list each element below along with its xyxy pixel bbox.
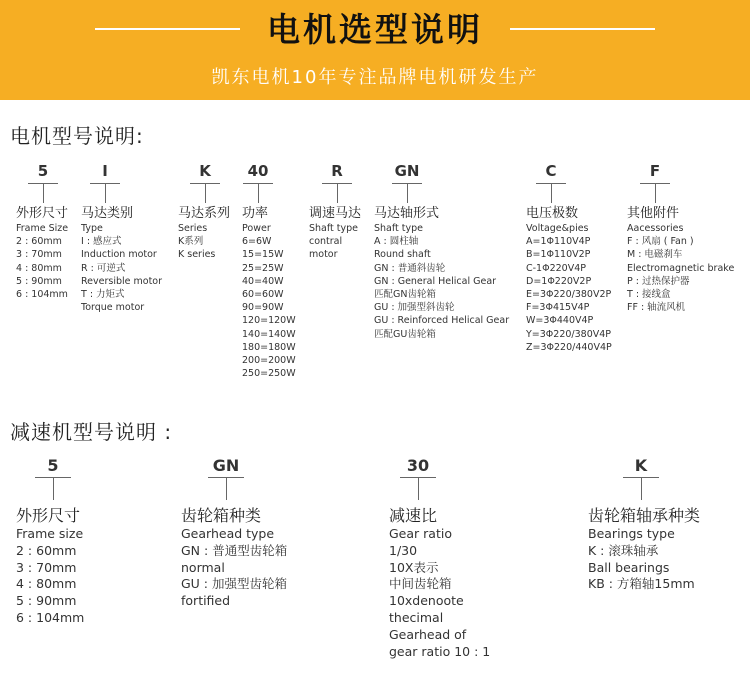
gearbox-column-line: 4 : 80mm [16, 576, 77, 592]
gearbox-column-line: GU : 加强型齿轮箱 [181, 576, 287, 592]
motor-code-3: 40 [247, 162, 269, 180]
motor-column-line: 200=200W [242, 355, 296, 367]
motor-column-line: Z=3Φ220/440V4P [526, 341, 612, 353]
gearbox-column-line: 10X表示 [389, 559, 439, 575]
motor-column-line: R : 可逆式 [81, 262, 126, 274]
motor-column-line: Shaft type [374, 223, 424, 234]
motor-column-line: contral [309, 236, 343, 248]
motor-column-line: K系列 [178, 236, 204, 248]
motor-column-line: Power [242, 223, 271, 234]
motor-column [178, 206, 230, 262]
gearbox-column-title: 齿轮箱轴承种类 [588, 506, 701, 525]
gearbox-code-connector [226, 478, 227, 500]
motor-code-1: I [102, 162, 108, 180]
gearbox-column-line: Frame size [16, 526, 84, 541]
motor-column-line: 90=90W [242, 302, 284, 314]
motor-column-line: 140=140W [242, 328, 296, 340]
gearbox-column-line: 10xdenoote [389, 593, 464, 609]
gearbox-column-line: K : 滚珠轴承 [588, 542, 659, 558]
gearbox-code-2: 30 [406, 456, 430, 475]
gearbox-column-line: Gear ratio [389, 526, 452, 541]
gearbox-code-0: 5 [47, 456, 59, 475]
gearbox-column-line: Gearhead type [181, 526, 275, 541]
motor-column-line: 2 : 60mm [16, 236, 62, 248]
motor-column-title: 马达轴形式 [374, 206, 440, 221]
motor-code-connector [551, 184, 552, 203]
motor-code-2: K [199, 162, 211, 180]
gearbox-column-line: KB : 方箱轴15mm [588, 576, 695, 592]
gearbox-column-line: 6 : 104mm [16, 609, 85, 625]
motor-section-heading: 电机型号说明: [10, 124, 144, 148]
motor-column-line: 6=6W [242, 236, 272, 248]
motor-column-line: 180=180W [242, 341, 296, 353]
motor-column [374, 206, 509, 341]
gearbox-column-line: fortified [181, 593, 231, 609]
gearbox-section-heading: 减速机型号说明 : [10, 420, 173, 444]
motor-column-line: GN : General Helical Gear [374, 275, 497, 287]
motor-column-line: Reversible motor [81, 275, 163, 287]
motor-column-line: Y=3Φ220/380V4P [526, 328, 612, 340]
gearbox-column [181, 506, 287, 610]
motor-column-line: 6 : 104mm [16, 289, 68, 301]
gearbox-code-3: K [634, 456, 648, 475]
motor-code-4: R [331, 162, 343, 180]
motor-column-line: Type [81, 223, 103, 234]
motor-column-line: Voltage&pies [526, 223, 589, 234]
gearbox-code-connector [53, 478, 54, 500]
motor-code-connector [337, 184, 338, 203]
motor-code-connector [205, 184, 206, 203]
motor-column-title: 其他附件 [627, 206, 680, 221]
gearbox-code-connector [418, 478, 419, 500]
motor-column-title: 调速马达 [309, 206, 362, 221]
motor-column-line: 60=60W [242, 289, 284, 301]
gearbox-column-line: thecimal [389, 609, 444, 625]
banner-title: 电机选型说明 [267, 10, 483, 49]
motor-column [526, 206, 612, 354]
gearbox-column-title: 齿轮箱种类 [181, 506, 262, 525]
motor-code-5: GN [394, 162, 420, 180]
motor-column [16, 206, 68, 301]
gearbox-code-1: GN [212, 456, 240, 475]
motor-column [309, 206, 361, 262]
motor-column-line: 匹配GN齿轮箱 [374, 289, 436, 301]
motor-column-line: F=3Φ415V4P [526, 302, 590, 314]
gearbox-column-line: gear ratio 10 : 1 [389, 643, 491, 659]
banner-subtitle: 凯东电机10年专注品牌电机研发生产 [211, 67, 539, 88]
motor-column-line: Electromagnetic brake [627, 262, 735, 274]
gearbox-column-line: 5 : 90mm [16, 593, 77, 609]
motor-column-line: Frame Size [16, 223, 69, 234]
gearbox-column [588, 506, 700, 593]
motor-column-line: 250=250W [242, 368, 296, 380]
motor-column-line: 4 : 80mm [16, 262, 62, 274]
motor-column-line: I : 感应式 [81, 236, 122, 248]
motor-column [242, 206, 296, 380]
motor-column-line: M : 电磁刹车 [627, 249, 683, 261]
motor-code-connector [105, 184, 106, 203]
motor-column-line: Torque motor [81, 302, 145, 314]
banner-right-divider [510, 28, 655, 30]
motor-column-line: 3 : 70mm [16, 249, 62, 261]
motor-column-line: T : 力矩式 [81, 289, 125, 301]
motor-code-connector [655, 184, 656, 203]
motor-column-line: Series [178, 223, 208, 234]
gearbox-column-line: 1/30 [389, 542, 418, 558]
motor-column-line: 匹配GU齿轮箱 [374, 328, 436, 340]
motor-column-line: 120=120W [242, 315, 296, 327]
gearbox-column-line: 3 : 70mm [16, 559, 77, 575]
motor-column-line: A : 圆柱轴 [374, 236, 419, 248]
motor-column-line: Shaft type [309, 223, 359, 234]
motor-column-title: 外形尺寸 [16, 206, 69, 221]
motor-column-line: T : 接线盒 [627, 289, 671, 301]
gearbox-column-line: Ball bearings [588, 559, 670, 575]
motor-column-title: 功率 [242, 206, 269, 221]
gearbox-column-line: 2 : 60mm [16, 542, 77, 558]
motor-code-7: F [649, 162, 661, 180]
gearbox-column [389, 506, 490, 660]
motor-code-6: C [545, 162, 557, 180]
motor-column-line: 25=25W [242, 262, 284, 274]
motor-column-line: 5 : 90mm [16, 275, 62, 287]
gearbox-column-title: 外形尺寸 [16, 506, 81, 525]
motor-column-line: D=1Φ220V2P [526, 275, 592, 287]
gearbox-column-title: 减速比 [389, 506, 438, 525]
motor-column-line: W=3Φ440V4P [526, 315, 594, 327]
header-banner [0, 0, 750, 100]
motor-column [81, 206, 162, 314]
gearbox-column-line: Bearings type [588, 526, 675, 541]
motor-column [627, 206, 734, 314]
gearbox-column-line: GN : 普通型齿轮箱 [181, 542, 288, 558]
gearbox-column-line: Gearhead of [389, 626, 467, 642]
motor-column-line: P : 过热保护器 [627, 275, 690, 287]
motor-column-line: F : 风扇 ( Fan ) [627, 236, 694, 248]
gearbox-column-line: 中间齿轮箱 [389, 576, 452, 592]
gearbox-code-connector [641, 478, 642, 500]
motor-code-connector [258, 184, 259, 203]
motor-column-line: B=1Φ110V2P [526, 249, 591, 261]
motor-column-title: 马达类别 [81, 206, 134, 221]
motor-column-line: A=1Φ110V4P [526, 236, 591, 248]
motor-column-line: E=3Φ220/380V2P [526, 289, 612, 301]
motor-code-0: 5 [37, 162, 49, 180]
motor-column-line: motor [309, 249, 338, 261]
motor-column-line: 15=15W [242, 249, 284, 261]
motor-column-line: GU : 加强型斜齿轮 [374, 302, 455, 314]
gearbox-column [16, 506, 84, 627]
motor-column-line: K series [178, 249, 216, 261]
motor-column-line: GN : 普通斜齿轮 [374, 262, 446, 274]
motor-column-line: Round shaft [374, 249, 431, 261]
motor-column-line: Aacessories [627, 223, 684, 234]
motor-column-title: 马达系列 [178, 206, 231, 221]
motor-column-title: 电压极数 [526, 206, 579, 221]
motor-column-line: FF : 轴流风机 [627, 302, 686, 314]
motor-column-line: GU : Reinforced Helical Gear [374, 315, 510, 327]
motor-code-connector [407, 184, 408, 203]
gearbox-column-line: normal [181, 559, 225, 575]
motor-column-line: C-1Φ220V4P [526, 262, 586, 274]
motor-column-line: 40=40W [242, 275, 284, 287]
motor-code-connector [43, 184, 44, 203]
motor-column-line: Induction motor [81, 249, 157, 261]
